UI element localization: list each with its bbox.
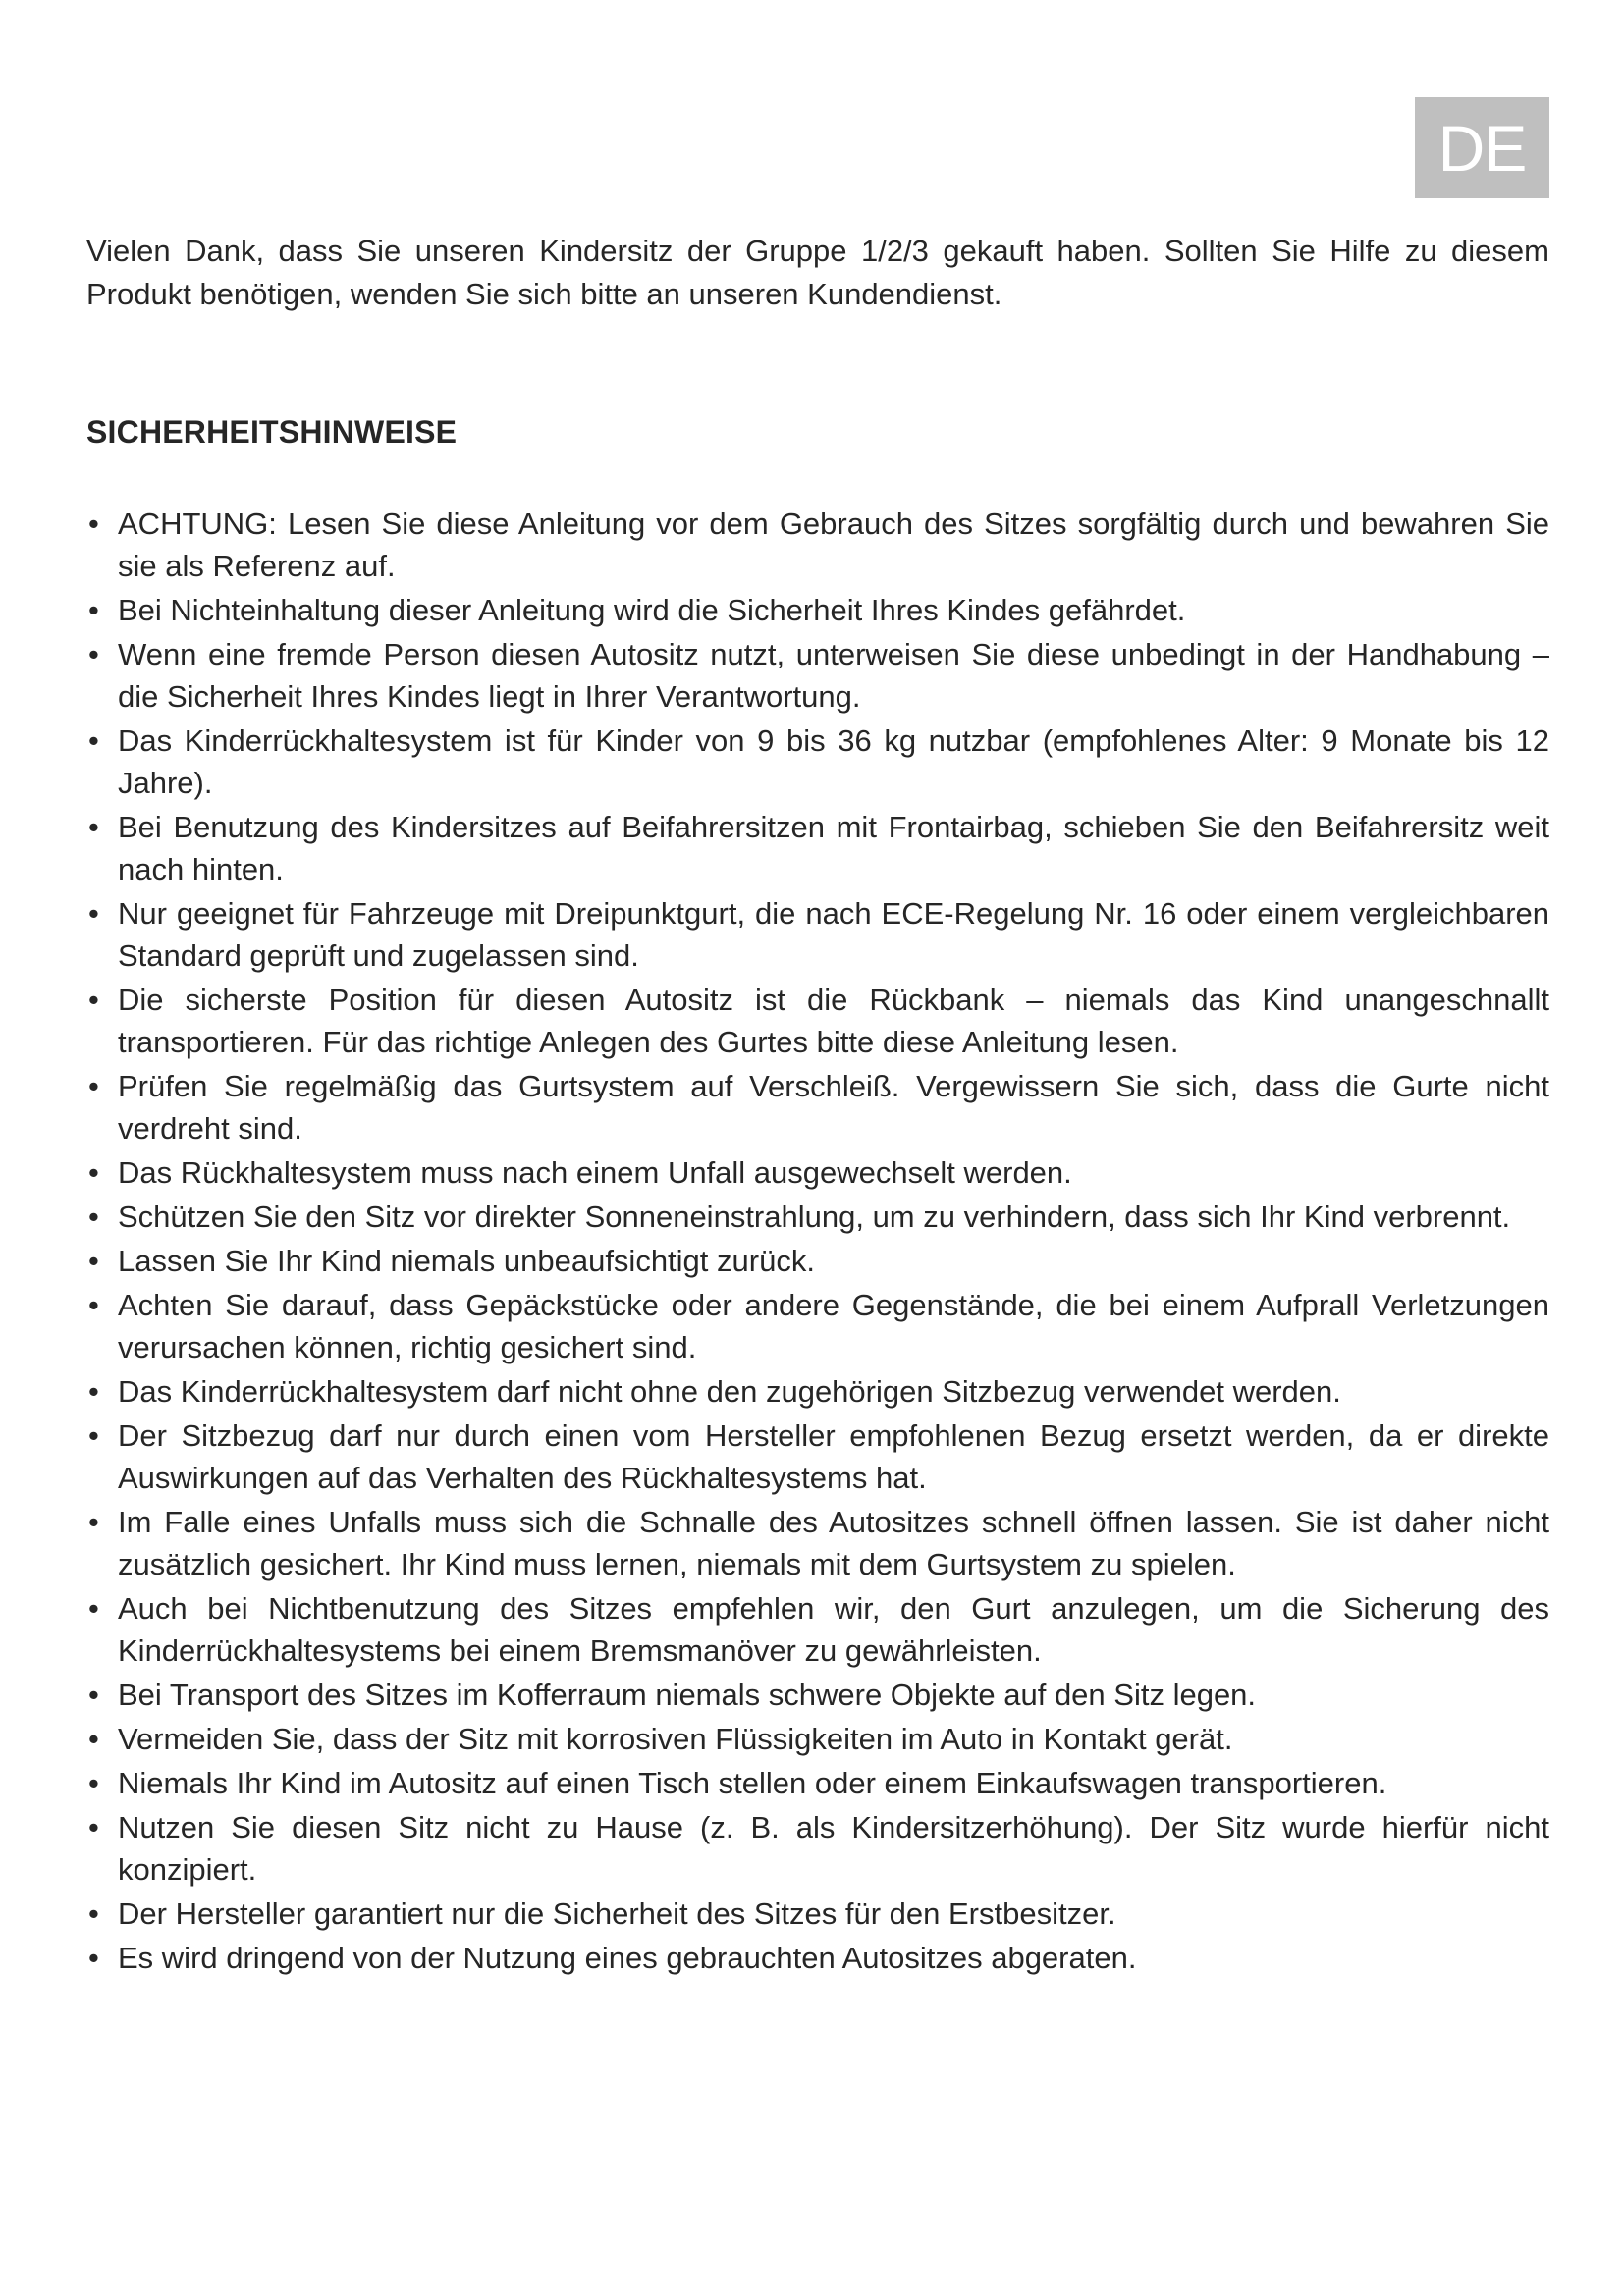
bullet-icon: • xyxy=(88,810,99,844)
safety-item xyxy=(86,1151,1549,1194)
bullet-icon: • xyxy=(88,1374,99,1409)
bullet-icon: • xyxy=(88,1722,99,1756)
safety-item-text: Nutzen Sie diesen Sitz nicht zu Hause (z. B. als Kindersitzerhöhung). Der Sitz wurde hierfür nicht konzipiert. xyxy=(118,1810,1549,1887)
safety-item xyxy=(86,589,1549,631)
safety-instructions-list xyxy=(86,503,1549,1981)
bullet-icon: • xyxy=(88,1200,99,1234)
bullet-icon: • xyxy=(88,983,99,1017)
bullet-icon: • xyxy=(88,1155,99,1190)
bullet-icon: • xyxy=(88,1505,99,1539)
safety-item-text: Auch bei Nichtbenutzung des Sitzes empfehlen wir, den Gurt anzulegen, um die Sicherung des Kinderrückhaltesystems bei einem Bremsmanöver zu gewährleisten. xyxy=(118,1591,1549,1668)
safety-item xyxy=(86,633,1549,718)
safety-item-text: Niemals Ihr Kind im Autositz auf einen Tisch stellen oder einem Einkaufswagen transportieren. xyxy=(118,1766,1387,1800)
safety-item xyxy=(86,1806,1549,1891)
safety-item xyxy=(86,1501,1549,1585)
bullet-icon: • xyxy=(88,1418,99,1453)
safety-item-text: Achten Sie darauf, dass Gepäckstücke oder andere Gegenstände, die bei einem Aufprall Verletzungen verursachen können, richtig gesichert sind. xyxy=(118,1288,1549,1364)
safety-item-text: Die sicherste Position für diesen Autositz ist die Rückbank – niemals das Kind unangeschnallt transportieren. Für das richtige Anlegen des Gurtes bitte diese Anleitung lesen. xyxy=(118,983,1549,1059)
bullet-icon: • xyxy=(88,637,99,671)
bullet-icon: • xyxy=(88,1941,99,1975)
bullet-icon: • xyxy=(88,1244,99,1278)
safety-item xyxy=(86,1587,1549,1672)
bullet-icon: • xyxy=(88,1069,99,1103)
safety-item-text: Prüfen Sie regelmäßig das Gurtsystem auf Verschleiß. Vergewissern Sie sich, dass die Gurte nicht verdreht sind. xyxy=(118,1069,1549,1146)
safety-item xyxy=(86,979,1549,1063)
bullet-icon: • xyxy=(88,1766,99,1800)
section-title-safety: SICHERHEITSHINWEISE xyxy=(86,414,458,450)
safety-item xyxy=(86,892,1549,977)
safety-item-text: Bei Benutzung des Kindersitzes auf Beifahrersitzen mit Frontairbag, schieben Sie den Beifahrersitz weit nach hinten. xyxy=(118,810,1549,886)
safety-item xyxy=(86,720,1549,804)
safety-item-text: Schützen Sie den Sitz vor direkter Sonneneinstrahlung, um zu verhindern, dass sich Ihr Kind verbrennt. xyxy=(118,1200,1511,1234)
bullet-icon: • xyxy=(88,1678,99,1712)
bullet-icon: • xyxy=(88,896,99,931)
intro-paragraph: Vielen Dank, dass Sie unseren Kindersitz der Gruppe 1/2/3 gekauft haben. Sollten Sie Hilfe zu diesem Produkt benötigen, wenden Sie sich bitte an unseren Kundendienst. xyxy=(86,234,1549,311)
safety-item-text: Lassen Sie Ihr Kind niemals unbeaufsichtigt zurück. xyxy=(118,1244,815,1278)
language-badge: DE xyxy=(1415,97,1549,198)
safety-item-text: Vermeiden Sie, dass der Sitz mit korrosiven Flüssigkeiten im Auto in Kontakt gerät. xyxy=(118,1722,1233,1756)
bullet-icon: • xyxy=(88,507,99,541)
safety-item-text: Das Rückhaltesystem muss nach einem Unfall ausgewechselt werden. xyxy=(118,1155,1072,1190)
safety-item-text: Wenn eine fremde Person diesen Autositz nutzt, unterweisen Sie diese unbedingt in der Handhabung – die Sicherheit Ihres Kindes liegt in Ihrer Verantwortung. xyxy=(118,637,1549,714)
safety-item-text: Der Hersteller garantiert nur die Sicherheit des Sitzes für den Erstbesitzer. xyxy=(118,1896,1116,1931)
safety-item xyxy=(86,1893,1549,1935)
bullet-icon: • xyxy=(88,1810,99,1844)
safety-item xyxy=(86,1674,1549,1716)
safety-item-text: ACHTUNG: Lesen Sie diese Anleitung vor dem Gebrauch des Sitzes sorgfältig durch und bewahren Sie sie als Referenz auf. xyxy=(118,507,1549,583)
safety-item xyxy=(86,1196,1549,1238)
safety-item xyxy=(86,1762,1549,1804)
safety-item xyxy=(86,1240,1549,1282)
safety-item-text: Im Falle eines Unfalls muss sich die Schnalle des Autositzes schnell öffnen lassen. Sie ist daher nicht zusätzlich gesichert. Ihr Kind muss lernen, niemals mit dem Gurtsystem zu spielen. xyxy=(118,1505,1549,1581)
bullet-icon: • xyxy=(88,723,99,758)
safety-item xyxy=(86,503,1549,587)
bullet-icon: • xyxy=(88,1896,99,1931)
safety-item xyxy=(86,1065,1549,1149)
safety-item-text: Der Sitzbezug darf nur durch einen vom Hersteller empfohlenen Bezug ersetzt werden, da er direkte Auswirkungen auf das Verhalten des Rückhaltesystems hat. xyxy=(118,1418,1549,1495)
safety-item xyxy=(86,1284,1549,1368)
bullet-icon: • xyxy=(88,1288,99,1322)
safety-item xyxy=(86,1718,1549,1760)
safety-item-text: Nur geeignet für Fahrzeuge mit Dreipunktgurt, die nach ECE-Regelung Nr. 16 oder einem vergleichbaren Standard geprüft und zugelassen sind. xyxy=(118,896,1549,973)
safety-item-text: Das Kinderrückhaltesystem darf nicht ohne den zugehörigen Sitzbezug verwendet werden. xyxy=(118,1374,1341,1409)
safety-item-text: Das Kinderrückhaltesystem ist für Kinder von 9 bis 36 kg nutzbar (empfohlenes Alter: 9 Monate bis 12 Jahre). xyxy=(118,723,1549,800)
safety-item-text: Bei Transport des Sitzes im Kofferraum niemals schwere Objekte auf den Sitz legen. xyxy=(118,1678,1257,1712)
bullet-icon: • xyxy=(88,593,99,627)
safety-item xyxy=(86,1370,1549,1413)
bullet-icon: • xyxy=(88,1591,99,1626)
safety-item xyxy=(86,806,1549,890)
safety-item-text: Bei Nichteinhaltung dieser Anleitung wird die Sicherheit Ihres Kindes gefährdet. xyxy=(118,593,1186,627)
safety-item-text: Es wird dringend von der Nutzung eines gebrauchten Autositzes abgeraten. xyxy=(118,1941,1137,1975)
safety-item xyxy=(86,1415,1549,1499)
safety-item xyxy=(86,1937,1549,1979)
